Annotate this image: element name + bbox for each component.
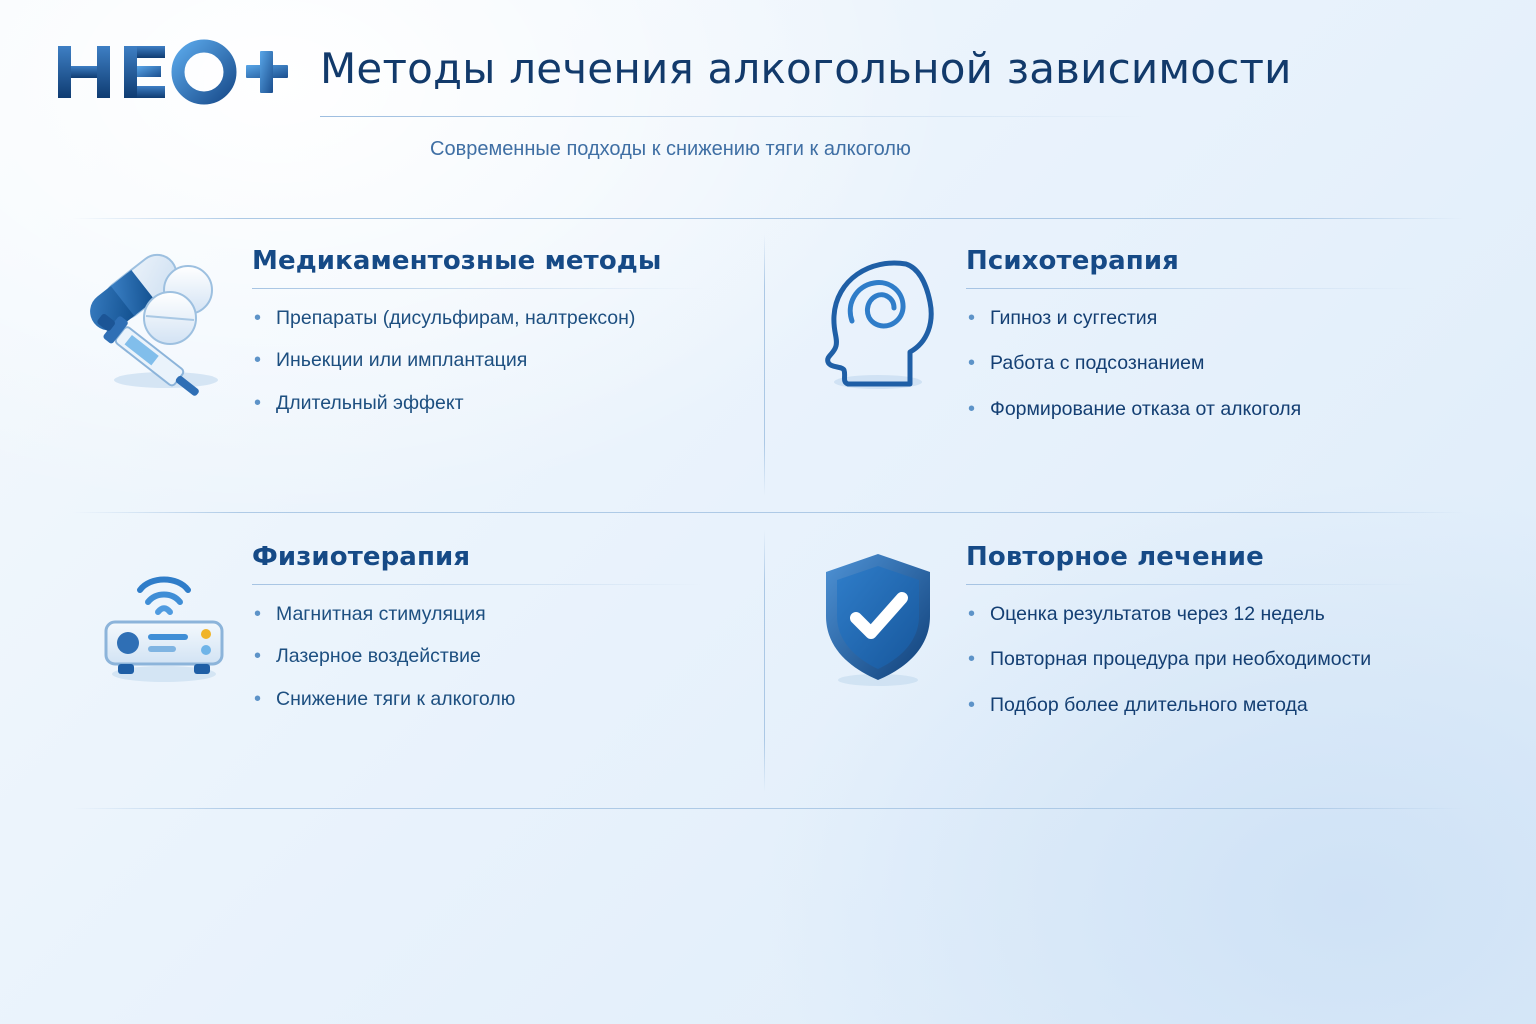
card-body [966, 246, 1480, 443]
list-item: • Лазерное воздействие [252, 645, 766, 668]
list-item: • Подбор более длительного метода [966, 694, 1480, 717]
card-bullet-list [966, 603, 1480, 717]
card-body [966, 542, 1480, 739]
list-item: • Повторная процедура при необходимости [966, 648, 1480, 671]
page-subtitle: Современные подходы к снижению тяги к алкоголю [430, 138, 911, 160]
card-physiotherapy [76, 524, 766, 814]
cards-grid [0, 228, 1536, 808]
card-medication [76, 228, 766, 518]
list-item: • Длительный эффект [252, 392, 766, 415]
page-title: Методы лечения алкогольной зависимости [320, 44, 1292, 93]
card-bullet-list [252, 603, 766, 711]
card-body [252, 246, 766, 434]
card-psychotherapy [790, 228, 1480, 518]
card-title-divider [966, 288, 1418, 289]
list-item: • Иньекции или имплантация [252, 349, 766, 372]
list-item: • Оценка результатов через 12 недель [966, 603, 1480, 626]
card-title: Повторное лечение [966, 542, 1264, 572]
card-title-divider [252, 584, 704, 585]
card-bullet-list [966, 307, 1480, 421]
card-title-divider [966, 584, 1418, 585]
top-divider [72, 218, 1464, 219]
card-title-divider [252, 288, 704, 289]
list-item: • Снижение тяги к алкоголю [252, 688, 766, 711]
header [0, 0, 1536, 190]
head-spiral-icon [798, 242, 958, 402]
card-bullet-list [252, 307, 766, 415]
card-title: Медикаментозные методы [252, 246, 662, 276]
card-title: Психотерапия [966, 246, 1179, 276]
card-repeat-treatment [790, 524, 1480, 814]
pills-and-syringe-icon [84, 242, 244, 402]
card-body [252, 542, 766, 730]
card-title: Физиотерапия [252, 542, 471, 572]
neo-plus-logo [56, 36, 288, 106]
list-item: • Работа с подсознанием [966, 352, 1480, 375]
list-item: • Гипноз и суггестия [966, 307, 1480, 330]
physiotherapy-device-icon [84, 538, 244, 698]
list-item: • Формирование отказа от алкоголя [966, 398, 1480, 421]
list-item: • Магнитная стимуляция [252, 603, 766, 626]
shield-check-icon [798, 538, 958, 698]
title-divider [320, 116, 1150, 117]
list-item: • Препараты (дисульфирам, налтрексон) [252, 307, 766, 330]
